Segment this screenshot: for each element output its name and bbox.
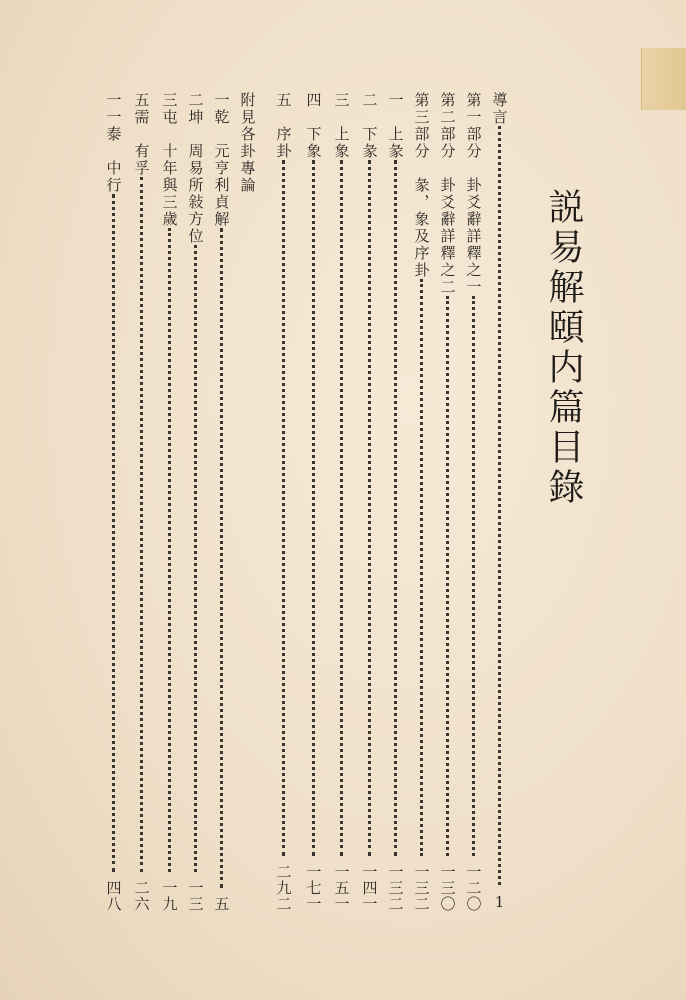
toc-page-number: 一五一 <box>332 864 351 912</box>
toc-entry-label: 五需 有孚 <box>132 92 151 177</box>
toc-entry-label: 三 上象 <box>332 92 351 160</box>
toc-page-number: 一九 <box>160 880 179 912</box>
leader-dots <box>498 126 501 885</box>
toc-entry <box>358 92 380 912</box>
toc-page-number: 五 <box>212 896 231 912</box>
toc-entry <box>302 92 324 912</box>
toc-entry <box>130 92 152 912</box>
toc-entry <box>272 92 294 912</box>
toc-entry <box>158 92 180 912</box>
toc-entry-label: 一 上彖 <box>386 92 405 160</box>
toc-entry <box>436 92 458 912</box>
toc-page-number: 二九二 <box>274 864 293 912</box>
toc-entry-label: 三屯 十年與三歲 <box>160 92 179 228</box>
toc-entry <box>462 92 484 912</box>
leader-dots <box>168 228 171 872</box>
toc-entry-label: 第二部分 卦爻辭詳釋之二 <box>438 92 457 296</box>
toc-page-number: 一三二 <box>412 864 431 912</box>
toc-page-number: 四八 <box>104 880 123 912</box>
leader-dots <box>472 296 475 856</box>
toc-entry <box>330 92 352 912</box>
toc-entry <box>488 92 510 912</box>
toc-entry-label: 二 下彖 <box>360 92 379 160</box>
page-title: 説易解頤内篇目錄 <box>543 188 584 508</box>
leader-dots <box>368 160 371 856</box>
toc-page-number: 一三二 <box>386 864 405 912</box>
toc-page-number: 一三〇 <box>438 864 457 912</box>
toc-entry-label: 附見各卦專論 <box>238 92 257 194</box>
leader-dots <box>340 160 343 856</box>
toc-entry <box>210 92 232 912</box>
leader-dots <box>446 296 449 856</box>
toc-page-number: 二六 <box>132 880 151 912</box>
leader-dots <box>394 160 397 856</box>
leader-dots <box>420 279 423 856</box>
toc-entry-label: 第三部分 彖，象及序卦 <box>412 92 431 279</box>
leader-dots <box>282 160 285 856</box>
toc-entry <box>102 92 124 912</box>
leader-dots <box>140 177 143 872</box>
leader-dots <box>194 245 197 872</box>
toc-entry-label: 導言 <box>490 92 509 126</box>
toc-entry <box>384 92 406 912</box>
leader-dots <box>112 194 115 872</box>
toc-page-number: 一二〇 <box>464 864 483 912</box>
toc-page-number: 一四一 <box>360 864 379 912</box>
toc-page-number: 1 <box>490 893 509 912</box>
toc-entry-label: 四 下象 <box>304 92 323 160</box>
toc-entry <box>184 92 206 912</box>
leader-dots <box>220 228 223 888</box>
toc-entry-label: 一一泰 中行 <box>104 92 123 194</box>
toc-entry-label: 五 序卦 <box>274 92 293 160</box>
toc-entry-label: 一乾 元亨利貞解 <box>212 92 231 228</box>
toc-entry <box>236 92 258 912</box>
tape-strip <box>641 48 686 110</box>
toc-page-number: 一七一 <box>304 864 323 912</box>
toc-entry-label: 二坤 周易所敍方位 <box>186 92 205 245</box>
toc-page-number: 一三 <box>186 880 205 912</box>
leader-dots <box>312 160 315 856</box>
toc-entry-label: 第一部分 卦爻辭詳釋之一 <box>464 92 483 296</box>
toc-entry <box>410 92 432 912</box>
